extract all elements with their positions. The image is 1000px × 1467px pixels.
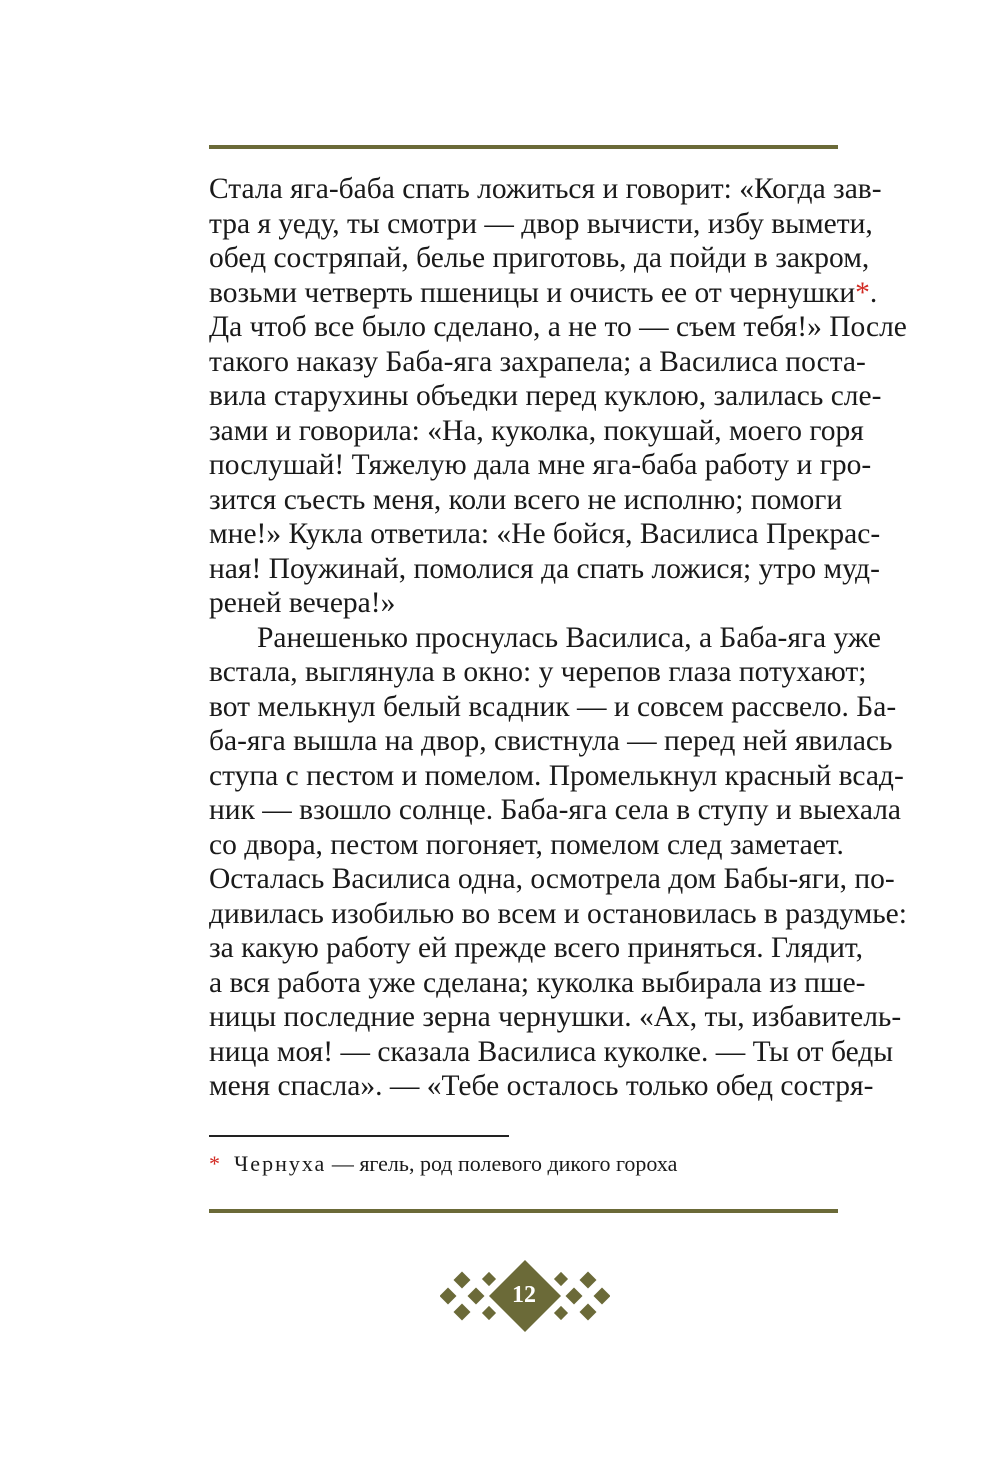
- paragraph-start-line: Ранешенько проснулась Василиса, а Баба-яга уже: [257, 621, 881, 654]
- top-rule: [209, 145, 838, 149]
- footnote: [209, 1150, 677, 1178]
- footnote-mark: *: [209, 1151, 220, 1176]
- text-line: дивилась изобилью во всем и остановилась в раздумье:: [209, 897, 907, 930]
- text-line: меня спасла». — «Тебе осталось только обед состря-: [209, 1070, 874, 1102]
- text-line: ницы последние зерна чернушки. «Ах, ты, избавитель-: [209, 1001, 902, 1033]
- text-line: тра я уеду, ты смотри — двор вычисти, избу вымети,: [209, 207, 873, 240]
- paragraph-end-line: реней вечера!»: [209, 587, 396, 619]
- text-line-content: возьми четверть пшеницы и очисть ее от чернушки: [209, 276, 856, 309]
- page-number: 12: [512, 1282, 536, 1308]
- footnote-separator: [209, 1135, 509, 1137]
- footnote-reference-mark[interactable]: *: [855, 276, 870, 309]
- text-line: зами и говорила: «На, куколка, покушай, моего горя: [209, 414, 864, 447]
- footnote-text: — ягель, род полевого дикого гороха: [326, 1151, 678, 1176]
- text-line: со двора, пестом погоняет, помелом след заметает.: [209, 828, 844, 861]
- text-line: ная! Поужинай, помолися да спать ложися; утро муд-: [209, 552, 880, 585]
- left-cross-pattern: [440, 1272, 496, 1321]
- text-line: вила старухины объедки перед куклою, залилась сле-: [209, 380, 882, 412]
- footnote-term: Чернуха: [234, 1151, 327, 1176]
- text-line: вот мелькнул белый всадник — и совсем рассвело. Ба-: [209, 690, 897, 723]
- text-line: Осталась Василиса одна, осмотрела дом Бабы-яги, по-: [209, 863, 895, 895]
- text-line: зится съесть меня, коли всего не исполню; помоги: [209, 483, 843, 516]
- text-line: обед состряпай, белье приготовь, да пойди в закром,: [209, 242, 870, 274]
- text-line: а вся работа уже сделана; куколка выбирала из пше-: [209, 966, 866, 999]
- text-line: ступа с пестом и помелом. Промелькнул красный всад-: [209, 759, 904, 792]
- text-line: ба-яга вышла на двор, свистнула — перед ней явилась: [209, 725, 893, 757]
- text-line: [209, 276, 878, 311]
- text-line: послушай! Тяжелую дала мне яга-баба работу и гро-: [209, 449, 872, 481]
- text-line: ник — взошло солнце. Баба-яга села в ступу и выехала: [209, 794, 902, 826]
- right-cross-pattern: [554, 1272, 610, 1321]
- bottom-rule: [209, 1209, 838, 1213]
- text-line: Да чтоб все было сделано, а не то — съем тебя!» После: [209, 311, 907, 343]
- text-line: Стала яга-баба спать ложиться и говорит: «Когда зав-: [209, 173, 882, 205]
- main-text: [209, 172, 907, 1104]
- text-line: за какую работу ей прежде всего приняться. Глядит,: [209, 932, 863, 964]
- text-line: мне!» Кукла ответила: «Не бойся, Василиса Прекрас-: [209, 518, 881, 550]
- text-line: ница моя! — сказала Василиса куколке. — Ты от беды: [209, 1035, 894, 1068]
- footnote-reference-tail: .: [869, 276, 878, 309]
- text-line: встала, выглянула в окно: у черепов глаза потухают;: [209, 656, 867, 688]
- text-line: такого наказу Баба-яга захрапела; а Василиса поста-: [209, 345, 866, 378]
